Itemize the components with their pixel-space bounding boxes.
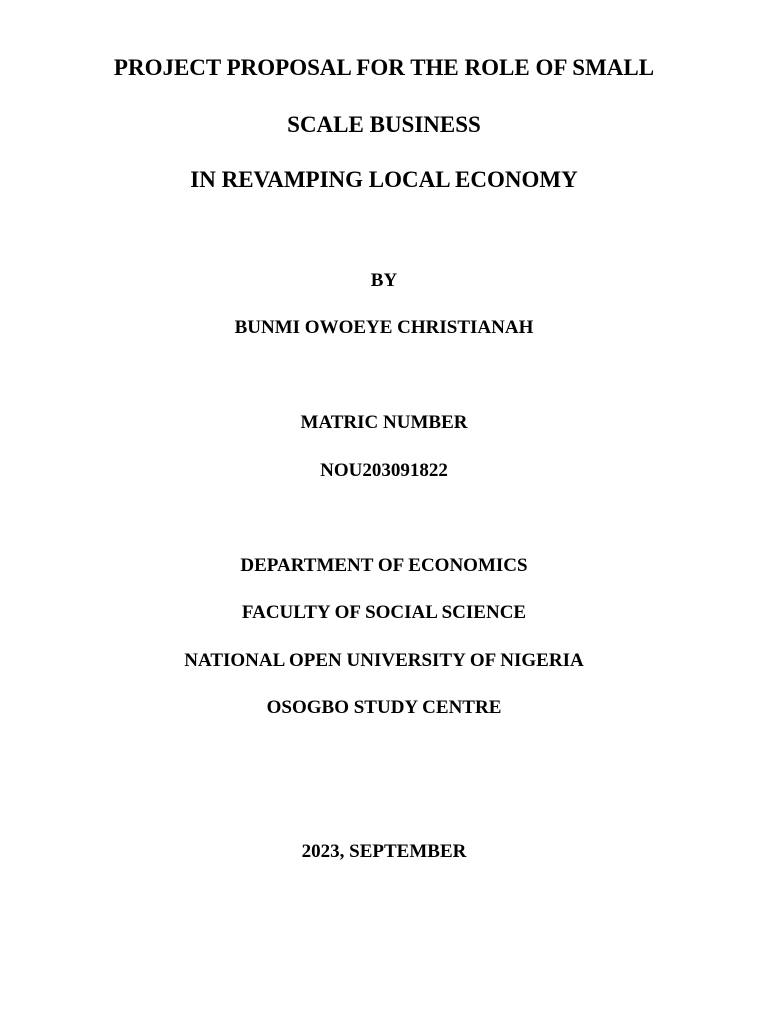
university: NATIONAL OPEN UNIVERSITY OF NIGERIA [184,650,584,671]
title-line-3: IN REVAMPING LOCAL ECONOMY [190,167,578,192]
department: DEPARTMENT OF ECONOMICS [240,555,528,576]
title-line-1: PROJECT PROPOSAL FOR THE ROLE OF SMALL [113,55,655,80]
matric-label: MATRIC NUMBER [300,412,468,433]
study-centre: OSOGBO STUDY CENTRE [266,697,502,718]
matric-number: NOU203091822 [320,460,448,481]
submission-date: 2023, SEPTEMBER [301,841,467,862]
by-label: BY [370,270,398,291]
author-name: BUNMI OWOEYE CHRISTIANAH [234,317,534,338]
title-line-2: SCALE BUSINESS [287,112,481,137]
faculty: FACULTY OF SOCIAL SCIENCE [241,602,527,623]
